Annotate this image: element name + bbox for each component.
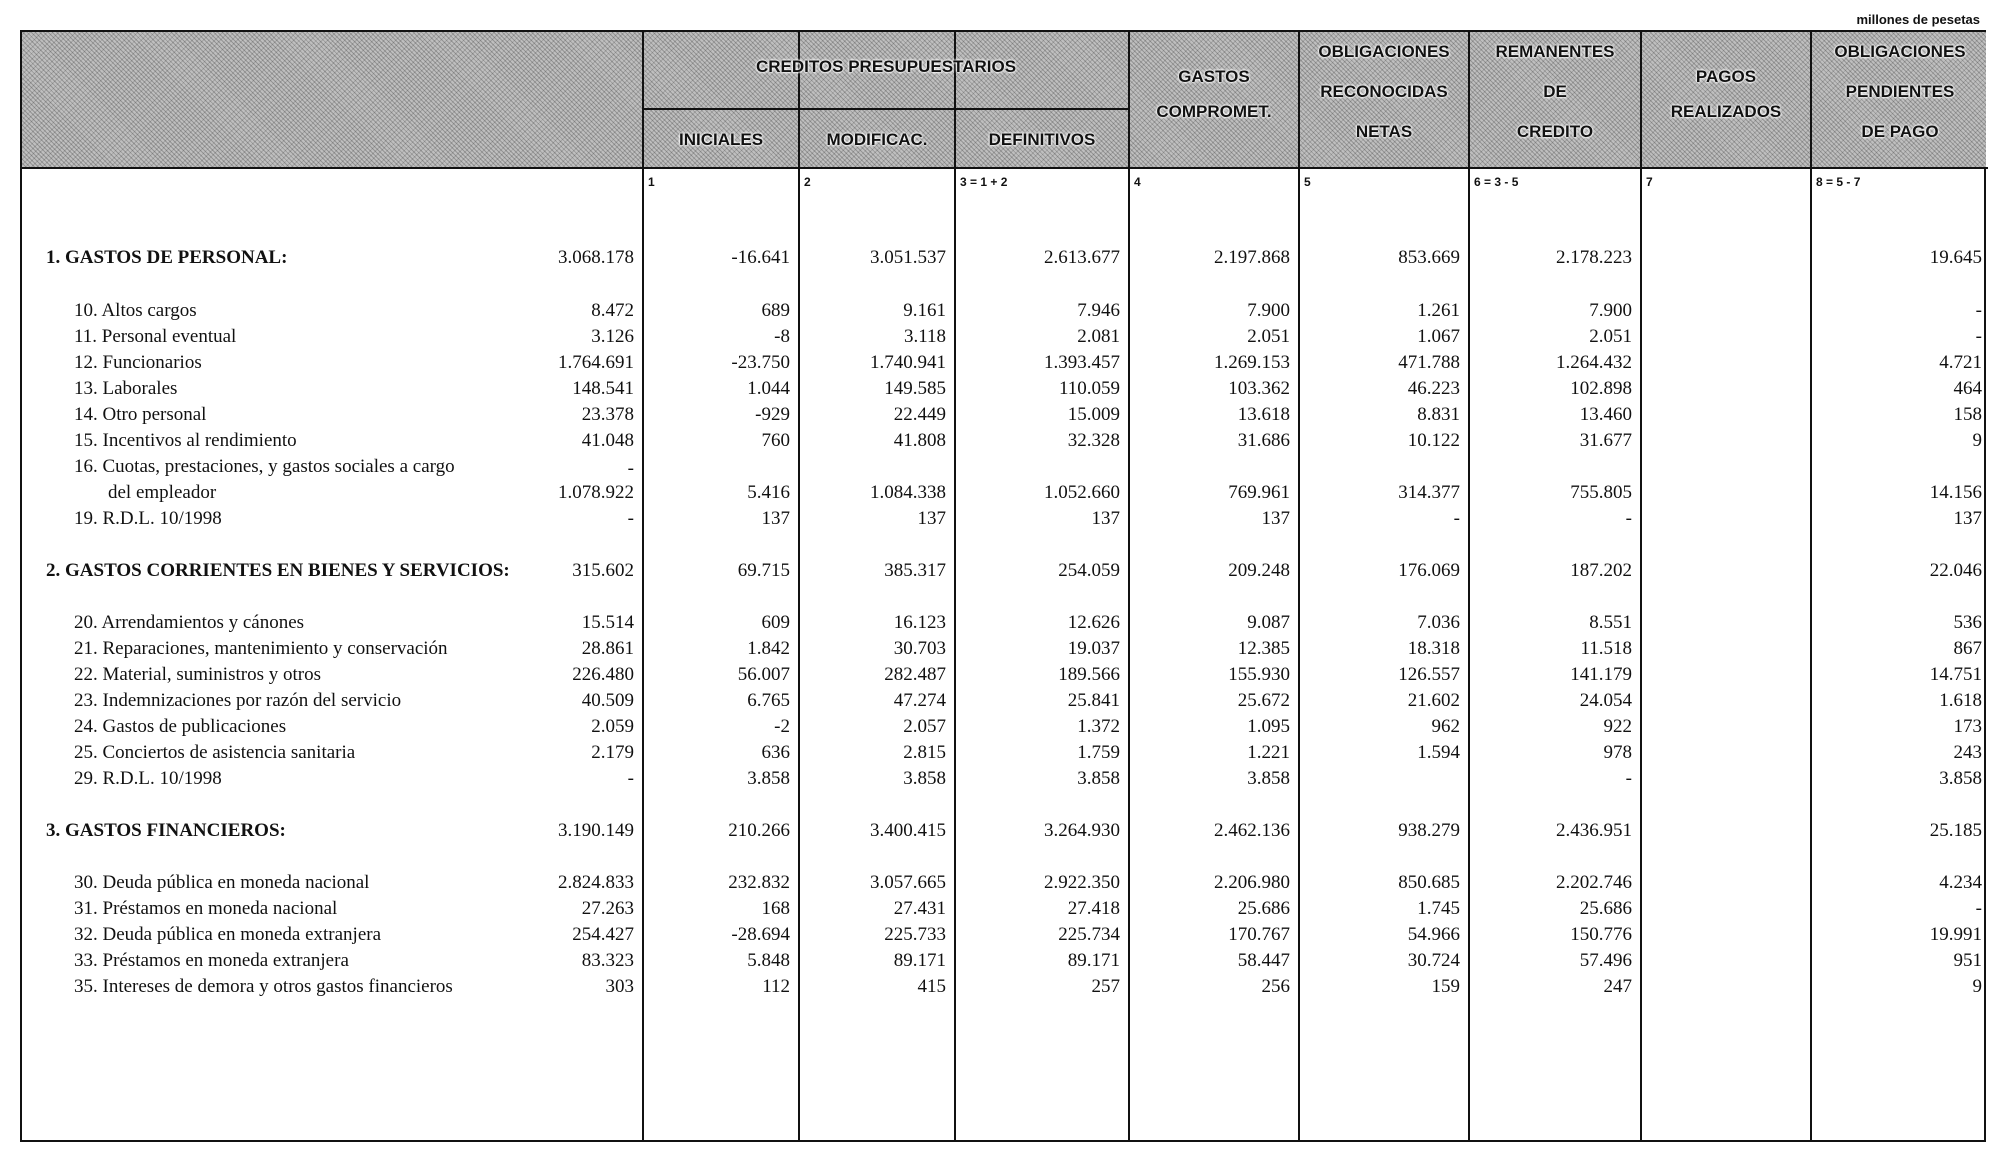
row-value: 867	[1953, 638, 1982, 659]
row-value: 21.602	[1407, 690, 1460, 711]
table-row	[22, 974, 1988, 1000]
row-label: 19. R.D.L. 10/1998	[74, 508, 222, 529]
row-value: 18.318	[1407, 638, 1460, 659]
table-row	[22, 714, 1988, 740]
row-value: 22.449	[893, 404, 946, 425]
row-label: 3. GASTOS FINANCIEROS:	[46, 820, 286, 841]
row-value: 938.279	[1398, 820, 1460, 841]
row-value: -23.750	[731, 352, 790, 373]
row-value: 27.418	[1067, 898, 1120, 919]
row-label: 29. R.D.L. 10/1998	[74, 768, 222, 789]
row-value: 225.733	[884, 924, 946, 945]
row-value: 1.261	[1417, 300, 1460, 321]
row-value: 3.057.665	[870, 872, 946, 893]
row-value: 226.480	[572, 664, 634, 685]
row-label: 32. Deuda pública en moneda extranjera	[74, 924, 382, 945]
row-value: 2.613.677	[1044, 247, 1120, 268]
row-value: 3.126	[591, 326, 634, 347]
row-value: 3.858	[1939, 768, 1982, 789]
section-row	[22, 558, 1988, 584]
row-value: 155.930	[1228, 664, 1290, 685]
row-value: 3.118	[903, 326, 946, 347]
row-value: 2.057	[903, 716, 946, 737]
row-value: 13.618	[1237, 404, 1290, 425]
header-creditos-presupuestarios: CREDITOS PRESUPUESTARIOS	[755, 57, 1017, 76]
row-value: 83.323	[581, 950, 634, 971]
row-value: 69.715	[737, 560, 790, 581]
row-value: 176.069	[1398, 560, 1460, 581]
row-value: 149.585	[884, 378, 946, 399]
row-value: 415	[917, 976, 946, 997]
row-label: 35. Intereses de demora y otros gastos financieros	[74, 976, 453, 997]
row-value: 5.416	[747, 482, 790, 503]
section-row	[22, 245, 1988, 271]
row-value: -2	[774, 716, 790, 737]
row-value: -	[1975, 300, 1982, 321]
row-value: 464	[1953, 378, 1982, 399]
row-value: 209.248	[1228, 560, 1290, 581]
row-value: -8	[774, 326, 790, 347]
row-value: 1.594	[1417, 742, 1460, 763]
row-value: 19.037	[1067, 638, 1120, 659]
row-value: 25.686	[1237, 898, 1290, 919]
row-value: 1.372	[1077, 716, 1120, 737]
row-value: 850.685	[1398, 872, 1460, 893]
row-value: 1.044	[747, 378, 790, 399]
row-value: 148.541	[572, 378, 634, 399]
row-value: 31.686	[1237, 430, 1290, 451]
row-label: 1. GASTOS DE PERSONAL:	[46, 247, 288, 268]
row-value: 243	[1953, 742, 1982, 763]
row-value: 22.046	[1929, 560, 1982, 581]
table-row	[22, 896, 1988, 922]
row-value: 103.362	[1228, 378, 1290, 399]
table-row	[22, 402, 1988, 428]
row-value: 46.223	[1407, 378, 1460, 399]
row-value: 24.054	[1579, 690, 1632, 711]
row-value: 14.156	[1929, 482, 1982, 503]
row-value: 636	[761, 742, 790, 763]
header-definitivos: DEFINITIVOS	[988, 130, 1096, 149]
row-value: 3.858	[1077, 768, 1120, 789]
table-row	[22, 636, 1988, 662]
header-band-concept	[22, 32, 642, 168]
row-label: 10. Altos cargos	[74, 300, 197, 321]
row-value: 609	[761, 612, 790, 633]
row-value: 689	[761, 300, 790, 321]
row-value: 6.765	[747, 690, 790, 711]
row-value: 159	[1431, 976, 1460, 997]
row-label: 12. Funcionarios	[74, 352, 202, 373]
row-value: 1.759	[1077, 742, 1120, 763]
row-value: 1.095	[1247, 716, 1290, 737]
row-value: 1.078.922	[558, 482, 634, 503]
row-value: 30.703	[893, 638, 946, 659]
row-value: 303	[605, 976, 634, 997]
header-modificac: MODIFICAC.	[826, 130, 928, 149]
row-value: 137	[761, 508, 790, 529]
budget-table: CREDITOS PRESUPUESTARIOS INICIALES MODIFICAC. DEFINITIVOS GASTOS COMPROMET. OBLIGACIONES RECONOCIDAS NETAS REMANENTES DE CREDITO PAGOS REALIZADOS OBLIGACIONES PENDIENTES DE PAGO 1 2 3 = 1 + 2 4 5 6 = 3 - 5 7 8 = 5 - 7 1. GASTOS DE PERSONAL: 3.068.178 -16.641 3.051.537 2.613.677 2.197.868 853.669 2.178.223 19.645 10. Altos cargos 8.472 689 9.161 7.946 7.900 1.261 7.900 - 11. Personal eventual 3.126 -8 3.118 2.081 2.051 1.067 2.051 - 12. Funcionarios 1.764.691 -23.750 1.740.941 1.393.457 1.269.153 471.788 1.264.432 4.721 13. Laborales 148.541 1.044 149.585 110.059 103.362 46.223 102.898 464 14. Otro personal 23.378 -929 22.449 15.009 13.618 8.831 13.460 158 15. Incentivos al rendimiento 41.048 760 41.808 32.328 31.686 10.122 31.677 9 16. Cuotas, prestaciones, y gastos sociales a cargo - del empleador 1.078.922 5.416 1.084.338 1.052.660 769.961 314.377 755.805 14.156 19. R.D.L. 10/1998 - 137 137 137 137 - - 137 2. GASTOS CORRIENTES EN BIENES Y SERVICIOS: 315.602 69.715 385.317 254.059 209.248 176.069 187.202 22.046 20. Arrendamientos y cánones 15.514 609 16.123 12.626 9.087 7.036 8.551 536 21. Reparaciones, mantenimiento y conservación 28.861 1.842 30.703 19.037 12.385 18.318 11.518 867 22. Material, suministros y otros 226.480 56.007 282.487 189.566 155.930 126.557 141.179 14.751 23. Indemnizaciones por razón del servicio 40.509 6.765 47.274 25.841 25.672 21.602 24.054 1.618 24. Gastos de publicaciones 2.059 -2 2.057 1.372 1.095 962 922 173 25. Conciertos de asistencia sanitaria 2.179 636 2.815 1.759 1.221 1.594 978 243 29. R.D.L. 10/1998 - 3.858 3.858 3.858 3.858 - 3.858 3. GASTOS FINANCIEROS: 3.190.149 210.266 3.400.415 3.264.930 2.462.136 938.279 2.436.951 25.185 30. Deuda pública en moneda nacional 2.824.833 232.832 3.057.665 2.922.350 2.206.980 850.685 2.202.746 4.234 31. Préstamos en moneda nacional 27.263 168 27.431 27.418 25.686 1.745 25.686 - 32. Deuda pública en moneda extranjera 254.427 -28.694 225.733 225.734 170.767 54.966 150.776 19.991 33. Préstamos en moneda extranjera 83.323 5.848 89.171 89.171 58.447 30.724 57.496 951 35. Intereses de demora y otros gastos financieros 303 112 415 257 256 159 247 9	[20, 30, 1986, 1142]
row-value: 1.764.691	[558, 352, 634, 373]
row-value: 254.059	[1058, 560, 1120, 581]
row-value: 3.858	[747, 768, 790, 789]
row-value: 112	[762, 976, 790, 997]
row-value: 32.328	[1067, 430, 1120, 451]
row-value: -	[627, 768, 634, 789]
row-value: 1.221	[1247, 742, 1290, 763]
row-value: 1.393.457	[1044, 352, 1120, 373]
row-label: 31. Préstamos en moneda nacional	[74, 898, 338, 919]
row-label: 23. Indemnizaciones por razón del servicio	[74, 690, 402, 711]
row-value: 137	[1953, 508, 1982, 529]
row-value: 2.436.951	[1556, 820, 1632, 841]
row-value: 2.206.980	[1214, 872, 1290, 893]
table-row	[22, 610, 1988, 636]
table-row	[22, 428, 1988, 454]
row-value: 1.842	[747, 638, 790, 659]
row-value: 89.171	[1067, 950, 1120, 971]
row-value: 11.518	[1580, 638, 1632, 659]
row-value: 1.618	[1939, 690, 1982, 711]
formula-label: 4	[1134, 175, 1141, 189]
row-value: 27.263	[581, 898, 634, 919]
row-value: -	[627, 508, 634, 529]
row-value: 173	[1953, 716, 1982, 737]
row-value: 2.178.223	[1556, 247, 1632, 268]
row-value: 137	[1091, 508, 1120, 529]
row-value: 2.462.136	[1214, 820, 1290, 841]
row-value: 40.509	[581, 690, 634, 711]
row-value: 2.179	[591, 742, 634, 763]
row-value: 314.377	[1398, 482, 1460, 503]
row-value: 1.264.432	[1556, 352, 1632, 373]
units-note: millones de pesetas	[1856, 12, 1980, 27]
row-value: 2.824.833	[558, 872, 634, 893]
table-row	[22, 376, 1988, 402]
formula-label: 5	[1304, 175, 1311, 189]
row-value: 12.385	[1237, 638, 1290, 659]
formula-label: 8 = 5 - 7	[1816, 175, 1861, 189]
row-value: 19.991	[1929, 924, 1982, 945]
row-value: 962	[1431, 716, 1460, 737]
row-label: 11. Personal eventual	[74, 326, 237, 347]
row-value: 9	[1972, 976, 1982, 997]
table-row	[22, 662, 1988, 688]
row-value: 47.274	[893, 690, 946, 711]
row-value: 3.264.930	[1044, 820, 1120, 841]
section-row	[22, 818, 1988, 844]
row-label: 16. Cuotas, prestaciones, y gastos sociales a cargo	[74, 456, 455, 477]
row-value: 2.202.746	[1556, 872, 1632, 893]
row-value: 110.059	[1058, 378, 1120, 399]
row-label: 21. Reparaciones, mantenimiento y conservación	[74, 638, 448, 659]
row-value: 189.566	[1058, 664, 1120, 685]
table-row	[22, 480, 1988, 506]
row-value: -929	[755, 404, 790, 425]
row-value: 168	[761, 898, 790, 919]
row-value: 3.858	[1247, 768, 1290, 789]
row-value: -16.641	[731, 247, 790, 268]
row-value: 25.185	[1929, 820, 1982, 841]
row-value: 2.197.868	[1214, 247, 1290, 268]
table-row	[22, 324, 1988, 350]
formula-label: 7	[1646, 175, 1653, 189]
row-value: -	[1975, 326, 1982, 347]
table-row	[22, 350, 1988, 376]
row-value: 170.767	[1228, 924, 1290, 945]
row-value: -28.694	[731, 924, 790, 945]
row-value: 25.686	[1579, 898, 1632, 919]
row-label: 30. Deuda pública en moneda nacional	[74, 872, 370, 893]
row-value: 41.808	[893, 430, 946, 451]
row-value: 57.496	[1579, 950, 1632, 971]
row-value: 1.269.153	[1214, 352, 1290, 373]
row-value: 8.831	[1417, 404, 1460, 425]
row-label: 15. Incentivos al rendimiento	[74, 430, 297, 451]
table-row	[22, 298, 1988, 324]
row-value: 2.922.350	[1044, 872, 1120, 893]
row-value: 315.602	[572, 560, 634, 581]
row-value: 3.051.537	[870, 247, 946, 268]
row-value: 8.472	[591, 300, 634, 321]
row-value: 3.858	[903, 768, 946, 789]
row-value: 256	[1261, 976, 1290, 997]
table-row	[22, 922, 1988, 948]
row-label: 22. Material, suministros y otros	[74, 664, 321, 685]
row-value: 3.068.178	[558, 247, 634, 268]
row-value: 137	[1261, 508, 1290, 529]
row-label: 2. GASTOS CORRIENTES EN BIENES Y SERVICIOS:	[46, 560, 510, 581]
table-row	[22, 948, 1988, 974]
row-value: 922	[1603, 716, 1632, 737]
row-value: 56.007	[737, 664, 790, 685]
row-value: 10.122	[1407, 430, 1460, 451]
row-value: 19.645	[1929, 247, 1982, 268]
row-value: 257	[1091, 976, 1120, 997]
row-value: 89.171	[893, 950, 946, 971]
row-label: 20. Arrendamientos y cánones	[74, 612, 305, 633]
formula-label: 6 = 3 - 5	[1474, 175, 1519, 189]
row-value: -	[627, 458, 634, 479]
row-value: 1.740.941	[870, 352, 946, 373]
row-value: 41.048	[581, 430, 634, 451]
table-row	[22, 506, 1988, 532]
row-value: 951	[1953, 950, 1982, 971]
row-value: 3.400.415	[870, 820, 946, 841]
row-value: 7.946	[1077, 300, 1120, 321]
row-value: 137	[917, 508, 946, 529]
table-row	[22, 688, 1988, 714]
row-value: -	[1625, 768, 1632, 789]
row-value: 254.427	[572, 924, 634, 945]
row-value: 28.861	[581, 638, 634, 659]
row-value: 247	[1603, 976, 1632, 997]
row-value: 755.805	[1570, 482, 1632, 503]
row-value: 853.669	[1398, 247, 1460, 268]
row-value: 1.745	[1417, 898, 1460, 919]
formula-label: 1	[648, 175, 655, 189]
row-value: 25.841	[1067, 690, 1120, 711]
row-value: 25.672	[1237, 690, 1290, 711]
row-value: 31.677	[1579, 430, 1632, 451]
row-value: 187.202	[1570, 560, 1632, 581]
row-value: 471.788	[1398, 352, 1460, 373]
row-value: 12.626	[1067, 612, 1120, 633]
row-value: 210.266	[728, 820, 790, 841]
table-row	[22, 870, 1988, 896]
row-value: 7.036	[1417, 612, 1460, 633]
row-value: 58.447	[1237, 950, 1290, 971]
row-value: 27.431	[893, 898, 946, 919]
row-label: del empleador	[108, 482, 217, 503]
row-value: 1.067	[1417, 326, 1460, 347]
row-value: 54.966	[1407, 924, 1460, 945]
row-value: 9.087	[1247, 612, 1290, 633]
row-value: 3.190.149	[558, 820, 634, 841]
row-label: 24. Gastos de publicaciones	[74, 716, 287, 737]
row-value: 15.009	[1067, 404, 1120, 425]
row-value: 2.081	[1077, 326, 1120, 347]
row-value: 158	[1953, 404, 1982, 425]
formula-label: 3 = 1 + 2	[960, 175, 1008, 189]
row-value: 1.084.338	[870, 482, 946, 503]
row-value: 769.961	[1228, 482, 1290, 503]
row-value: 536	[1953, 612, 1982, 633]
row-value: 760	[761, 430, 790, 451]
header-iniciales: INICIALES	[678, 130, 764, 149]
row-value: 126.557	[1398, 664, 1460, 685]
row-value: 2.815	[903, 742, 946, 763]
row-value: 15.514	[581, 612, 634, 633]
row-value: 4.234	[1939, 872, 1982, 893]
row-value: -	[1625, 508, 1632, 529]
table-row	[22, 766, 1988, 792]
row-value: 978	[1603, 742, 1632, 763]
row-value: 5.848	[747, 950, 790, 971]
row-value: 7.900	[1589, 300, 1632, 321]
row-label: 25. Conciertos de asistencia sanitaria	[74, 742, 356, 763]
row-value: 232.832	[728, 872, 790, 893]
row-value: 225.734	[1058, 924, 1120, 945]
row-value: 30.724	[1407, 950, 1460, 971]
row-value: -	[1453, 508, 1460, 529]
row-value: 1.052.660	[1044, 482, 1120, 503]
row-value: 102.898	[1570, 378, 1632, 399]
row-value: 9.161	[903, 300, 946, 321]
row-value: 150.776	[1570, 924, 1632, 945]
row-value: 2.051	[1589, 326, 1632, 347]
table-row	[22, 740, 1988, 766]
formula-label: 2	[804, 175, 811, 189]
row-label: 14. Otro personal	[74, 404, 207, 425]
row-value: 385.317	[884, 560, 946, 581]
row-value: 4.721	[1939, 352, 1982, 373]
row-value: 23.378	[581, 404, 634, 425]
row-value: -	[1975, 898, 1982, 919]
row-value: 2.059	[591, 716, 634, 737]
table-row	[22, 454, 1988, 480]
row-value: 141.179	[1570, 664, 1632, 685]
row-label: 13. Laborales	[74, 378, 178, 399]
row-label: 33. Préstamos en moneda extranjera	[74, 950, 349, 971]
row-value: 2.051	[1247, 326, 1290, 347]
row-value: 282.487	[884, 664, 946, 685]
row-value: 7.900	[1247, 300, 1290, 321]
row-value: 8.551	[1589, 612, 1632, 633]
row-value: 9	[1972, 430, 1982, 451]
row-value: 16.123	[893, 612, 946, 633]
row-value: 13.460	[1579, 404, 1632, 425]
row-value: 14.751	[1929, 664, 1982, 685]
